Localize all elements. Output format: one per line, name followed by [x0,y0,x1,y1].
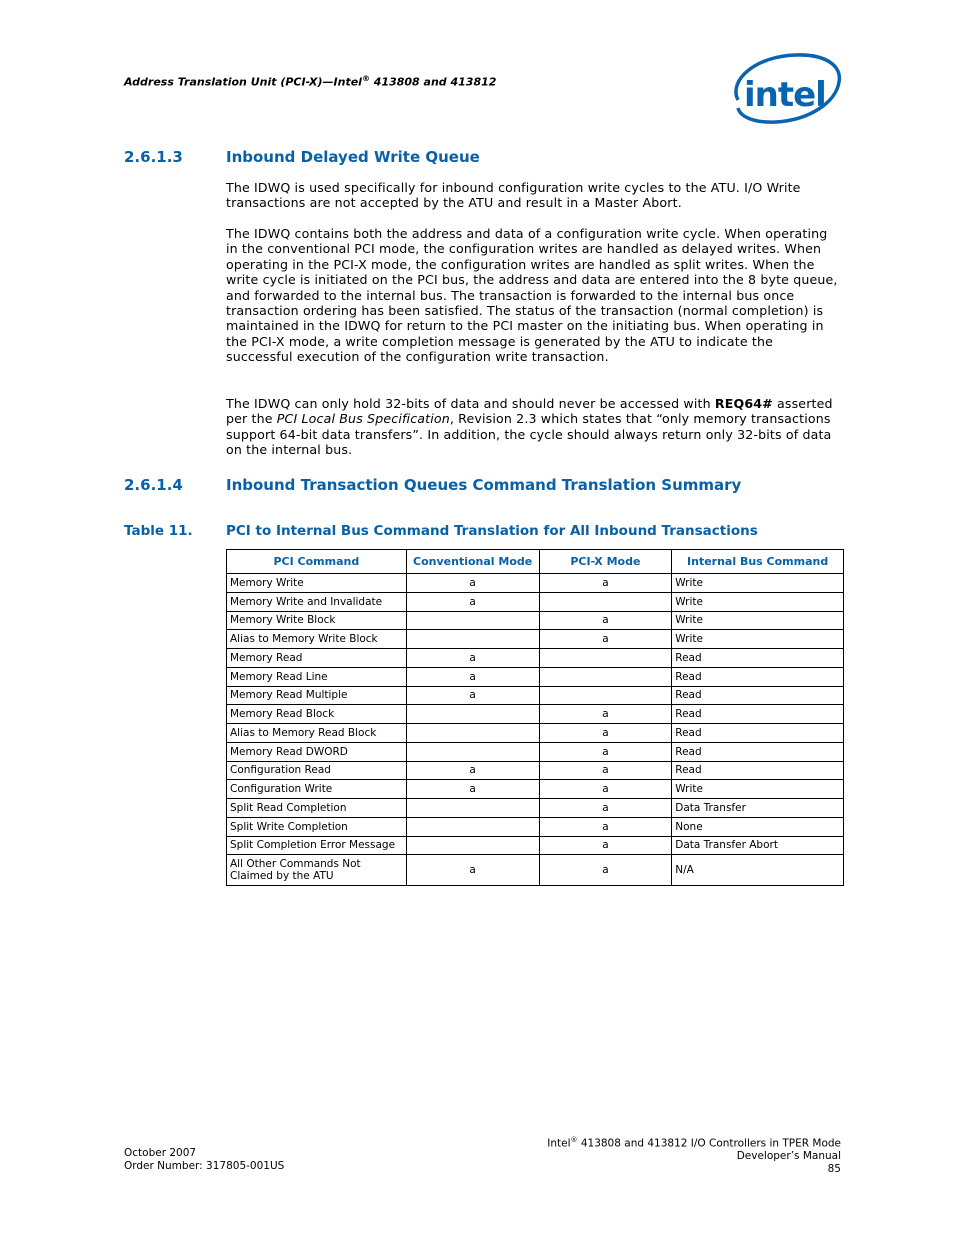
footer-right [547,1134,841,1175]
cell-internal-bus-command: Read [672,761,844,780]
footer-left [124,1147,284,1172]
command-translation-table [226,549,844,886]
table-row [227,705,844,724]
cell-internal-bus-command: Write [672,611,844,630]
paragraph-idwq-contents: The IDWQ contains both the address and data of a configuration write cycle. When operating in the conventional PCI mode, the configuration writes are handled as delayed writes. When operating in the PCI-X mode, the configuration writes are handled as split writes. When the write cycle is initiated on the PCI bus, the address and data are entered into the 8 byte queue, and forwarded to the internal bus. The transaction is forwarded to the internal bus once transaction ordering has been satisfied. The status of the transaction (normal completion) is maintained in the IDWQ for return to the PCI master on the initiating bus. When operating in the PCI-X mode, a write completion message is generated by the ATU to indicate the successful execution of the configuration write transaction. [226,226,838,365]
table-row [227,724,844,743]
running-header-title: Address Translation Unit (PCI-X)—Intel [124,75,362,89]
cell-pci-command: Memory Read Line [227,667,407,686]
cell-pcix-mode [539,686,672,705]
cell-conventional-mode [406,705,539,724]
table-row [227,649,844,668]
cell-internal-bus-command: Read [672,742,844,761]
cell-internal-bus-command: Read [672,705,844,724]
cell-pcix-mode: a [539,780,672,799]
cell-conventional-mode: a [406,780,539,799]
running-header [124,74,496,89]
table-number: Table 11. [124,523,193,539]
section-title: Inbound Delayed Write Queue [226,148,480,166]
section-number: 2.6.1.3 [124,148,183,166]
cell-pci-command: Split Completion Error Message [227,836,407,855]
cell-internal-bus-command: Data Transfer Abort [672,836,844,855]
intel-logo-text: intel [744,75,826,115]
column-header-internal-bus-command: Internal Bus Command [672,550,844,574]
table-row [227,592,844,611]
cell-conventional-mode: a [406,686,539,705]
footer-product [547,1134,841,1150]
column-header-conventional-mode: Conventional Mode [406,550,539,574]
running-header-models: 413808 and 413812 [369,75,497,89]
cell-pcix-mode: a [539,630,672,649]
cell-internal-bus-command: Write [672,592,844,611]
paragraph-text: The IDWQ can only hold 32-bits of data and should never be accessed with [226,396,715,411]
cell-conventional-mode [406,799,539,818]
section-number: 2.6.1.4 [124,476,183,494]
paragraph-text: asserted per the [226,396,833,427]
paragraph-idwq-usage: The IDWQ is used specifically for inbound configuration write cycles to the ATU. I/O Write transactions are not accepted by the ATU and result in a Master Abort. [226,180,801,211]
cell-pcix-mode: a [539,855,672,886]
paragraph-text: , Revision 2.3 which states that “only memory transactions support 64-bit data transfers”. In addition, the cycle should always return only 32-bits of data on the internal bus. [226,411,832,458]
cell-internal-bus-command: None [672,817,844,836]
cell-pci-command: Split Write Completion [227,817,407,836]
column-header-pcix-mode: PCI-X Mode [539,550,672,574]
table-row [227,667,844,686]
cell-internal-bus-command: Read [672,686,844,705]
table-row [227,686,844,705]
cell-internal-bus-command: Read [672,649,844,668]
cell-internal-bus-command: Data Transfer [672,799,844,818]
column-header-pci-command: PCI Command [227,550,407,574]
intel-logo [726,50,842,132]
table-row [227,817,844,836]
cell-conventional-mode [406,611,539,630]
cell-pcix-mode [539,592,672,611]
cell-pcix-mode: a [539,611,672,630]
table-header-row [227,550,844,574]
cell-conventional-mode [406,817,539,836]
cell-conventional-mode: a [406,761,539,780]
footer-order-number: Order Number: 317805-001US [124,1159,285,1172]
table-row [227,630,844,649]
cell-internal-bus-command: Write [672,630,844,649]
cell-pcix-mode: a [539,836,672,855]
cell-pci-command: All Other Commands Not Claimed by the ATU [227,855,407,886]
footer-brand: Intel [547,1137,571,1150]
section-title: Inbound Transaction Queues Command Translation Summary [226,476,742,494]
cell-pcix-mode: a [539,742,672,761]
cell-pci-command: Memory Read DWORD [227,742,407,761]
cell-internal-bus-command: N/A [672,855,844,886]
cell-pci-command: Memory Read Multiple [227,686,407,705]
cell-pci-command: Memory Read [227,649,407,668]
cell-internal-bus-command: Write [672,574,844,593]
cell-pci-command: Configuration Read [227,761,407,780]
cell-conventional-mode [406,724,539,743]
cell-pcix-mode: a [539,705,672,724]
cell-pcix-mode: a [539,724,672,743]
cell-pci-command: Alias to Memory Read Block [227,724,407,743]
cell-conventional-mode: a [406,592,539,611]
cell-conventional-mode [406,630,539,649]
cell-pcix-mode: a [539,761,672,780]
footer-date: October 2007 [124,1147,197,1159]
cell-pci-command: Memory Write Block [227,611,407,630]
cell-conventional-mode: a [406,574,539,593]
cell-pci-command: Alias to Memory Write Block [227,630,407,649]
cell-conventional-mode [406,836,539,855]
cell-pcix-mode: a [539,799,672,818]
cell-conventional-mode: a [406,649,539,668]
table-row [227,855,844,886]
cell-pcix-mode [539,667,672,686]
cell-conventional-mode [406,742,539,761]
cell-pcix-mode [539,649,672,668]
paragraph-idwq-32bit [226,396,840,458]
footer-page-number: 85 [827,1162,841,1175]
registered-mark: ® [361,74,370,83]
cell-internal-bus-command: Read [672,724,844,743]
table-row [227,761,844,780]
table-row [227,780,844,799]
table-row [227,611,844,630]
table-row [227,799,844,818]
cell-pci-command: Split Read Completion [227,799,407,818]
cell-pci-command: Configuration Write [227,780,407,799]
footer-doc-type: Developer’s Manual [736,1150,841,1163]
cell-pci-command: Memory Write and Invalidate [227,592,407,611]
registered-mark: ® [570,1136,578,1144]
cell-internal-bus-command: Read [672,667,844,686]
table-row [227,574,844,593]
cell-pcix-mode: a [539,574,672,593]
footer-product-name: 413808 and 413812 I/O Controllers in TPER Mode [577,1137,841,1150]
cell-pci-command: Memory Write [227,574,407,593]
signal-name: REQ64# [714,396,773,411]
cell-pcix-mode: a [539,817,672,836]
cell-conventional-mode: a [406,667,539,686]
table-title: PCI to Internal Bus Command Translation for All Inbound Transactions [226,523,758,539]
cell-conventional-mode: a [406,855,539,886]
cell-pci-command: Memory Read Block [227,705,407,724]
spec-title: PCI Local Bus Specification [276,411,450,427]
table-row [227,742,844,761]
cell-internal-bus-command: Write [672,780,844,799]
table-row [227,836,844,855]
